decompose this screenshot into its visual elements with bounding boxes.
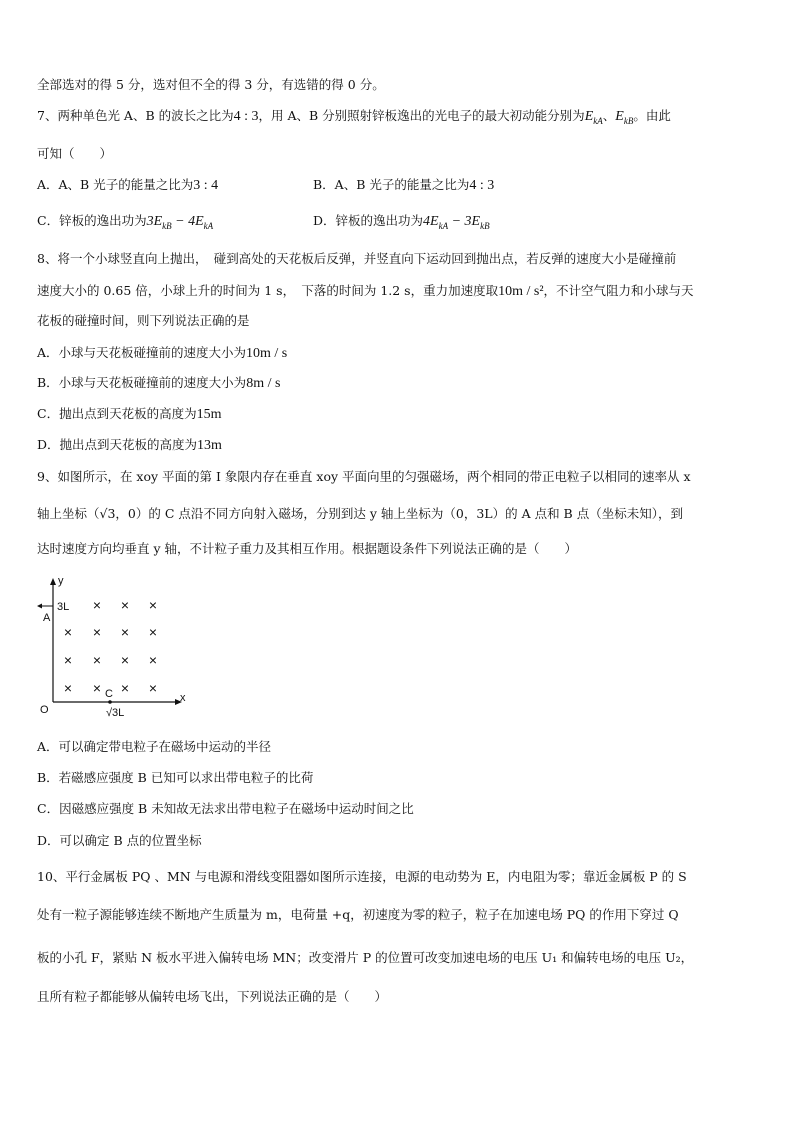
- q7-stem-a: 7、两种单色光 A、B 的波长之比为: [37, 108, 234, 123]
- q7-eka: $E_{kA}$: [584, 109, 603, 126]
- point-c-dot: [108, 700, 112, 704]
- y-axis-label: y: [58, 575, 64, 587]
- q7-stem-c: 。由此: [633, 108, 671, 123]
- q8-stem-line2: 速度大小的 0.65 倍，小球上升的时间为 1 s， 下落的时间为 1.2 s，重力加速度取10m / s²，不计空气阻力和小球与天: [37, 283, 694, 299]
- q7-ekb: $E_{kB}$: [615, 109, 634, 126]
- field-cross: ×: [120, 680, 130, 696]
- q7-stem-b: ，用 A、B 分别照射锌板逸出的光电子的最大初动能分别为: [258, 108, 585, 123]
- field-crosses: [64, 597, 157, 696]
- q7-option-c: C．锌板的逸出功为$3E_{kB} - 4E_{kA}$: [37, 213, 214, 231]
- q7-option-d: D．锌板的逸出功为$4E_{kA} - 3E_{kB}$: [313, 213, 490, 231]
- field-cross: ×: [63, 624, 73, 640]
- field-cross: ×: [148, 624, 158, 640]
- q8-option-a: A．小球与天花板碰撞前的速度大小为10m / s: [37, 345, 288, 361]
- q9-option-a: A．可以确定带电粒子在磁场中运动的半径: [37, 739, 272, 754]
- field-cross: ×: [148, 680, 158, 696]
- q9-stem-line2: 轴上坐标（√3，0）的 C 点沿不同方向射入磁场，分别到达 y 轴上坐标为（0，3L）的 A 点和 B 点（坐标未知），到: [37, 506, 683, 521]
- field-cross: ×: [148, 652, 158, 668]
- field-cross: ×: [120, 624, 130, 640]
- point-a-label: A: [43, 612, 51, 624]
- field-cross: ×: [92, 597, 102, 613]
- field-cross: ×: [63, 680, 73, 696]
- q7-sep: 、: [602, 108, 616, 123]
- q10-stem-line3: 板的小孔 F，紧贴 N 板水平进入偏转电场 MN；改变滑片 P 的位置可改变加速电场的电压 U₁ 和偏转电场的电压 U₂，: [37, 950, 694, 965]
- velocity-arrowhead: [37, 604, 42, 609]
- magnetic-field-figure: [30, 570, 200, 720]
- field-cross: ×: [148, 597, 158, 613]
- field-cross: ×: [120, 597, 130, 613]
- q7-option-b: B．A、B 光子的能量之比为4 : 3: [313, 177, 495, 193]
- q9-stem-line1: 9、如图所示，在 xoy 平面的第 I 象限内存在垂直 xoy 平面向里的匀强磁场，两个相同的带正电粒子以相同的速率从 x: [37, 469, 691, 484]
- q10-stem-line2: 处有一粒子源能够连续不断地产生质量为 m，电荷量 +q，初速度为零的粒子，粒子在加速电场 PQ 的作用下穿过 Q: [37, 907, 679, 922]
- q7-stem-line2: 可知（ ）: [37, 146, 113, 161]
- field-cross: ×: [92, 680, 102, 696]
- q9-option-d: D．可以确定 B 点的位置坐标: [37, 833, 202, 848]
- q9-option-b: B．若磁感应强度 B 已知可以求出带电粒子的比荷: [37, 770, 314, 785]
- q9-option-c: C．因磁感应强度 B 未知故无法求出带电粒子在磁场中运动时间之比: [37, 801, 414, 816]
- x-axis-label: x: [180, 692, 186, 704]
- q8-option-b: B．小球与天花板碰撞前的速度大小为8m / s: [37, 375, 281, 391]
- q7-option-a: A．A、B 光子的能量之比为3 : 4: [37, 177, 219, 193]
- q8-stem-line3: 花板的碰撞时间，则下列说法正确的是: [37, 313, 250, 328]
- label-3l: 3L: [57, 601, 70, 613]
- point-c-label: C: [105, 688, 113, 700]
- origin-label: O: [40, 704, 49, 716]
- y-axis-arrow: [50, 578, 56, 585]
- q8-stem-line1: 8、将一个小球竖直向上抛出， 碰到高处的天花板后反弹，并竖直向下运动回到抛出点，若反弹的速度大小是碰撞前: [37, 251, 677, 266]
- q10-stem-line1: 10、平行金属板 PQ 、MN 与电源和滑线变阻器如图所示连接，电源的电动势为 E，内电阻为零；靠近金属板 P 的 S: [37, 869, 687, 884]
- field-cross: ×: [92, 624, 102, 640]
- q10-stem-line4: 且所有粒子都能够从偏转电场飞出，下列说法正确的是（ ）: [37, 989, 388, 1004]
- field-cross: ×: [120, 652, 130, 668]
- q7-stem-line1: [37, 107, 671, 130]
- q8-option-d: D．抛出点到天花板的高度为13m: [37, 437, 222, 453]
- q8-option-c: C．抛出点到天花板的高度为15m: [37, 406, 222, 422]
- section-instructions: 全部选对的得 5 分，选对但不全的得 3 分，有选错的得 0 分。: [37, 77, 385, 92]
- field-cross: ×: [92, 652, 102, 668]
- q9-stem-line3: 达时速度方向均垂直 y 轴，不计粒子重力及其相互作用。根据题设条件下列说法正确的是（ ）: [37, 541, 578, 556]
- label-sqrt3l: √3L: [106, 707, 125, 719]
- q7-ratio: 4 : 3: [233, 109, 259, 124]
- field-cross: ×: [63, 652, 73, 668]
